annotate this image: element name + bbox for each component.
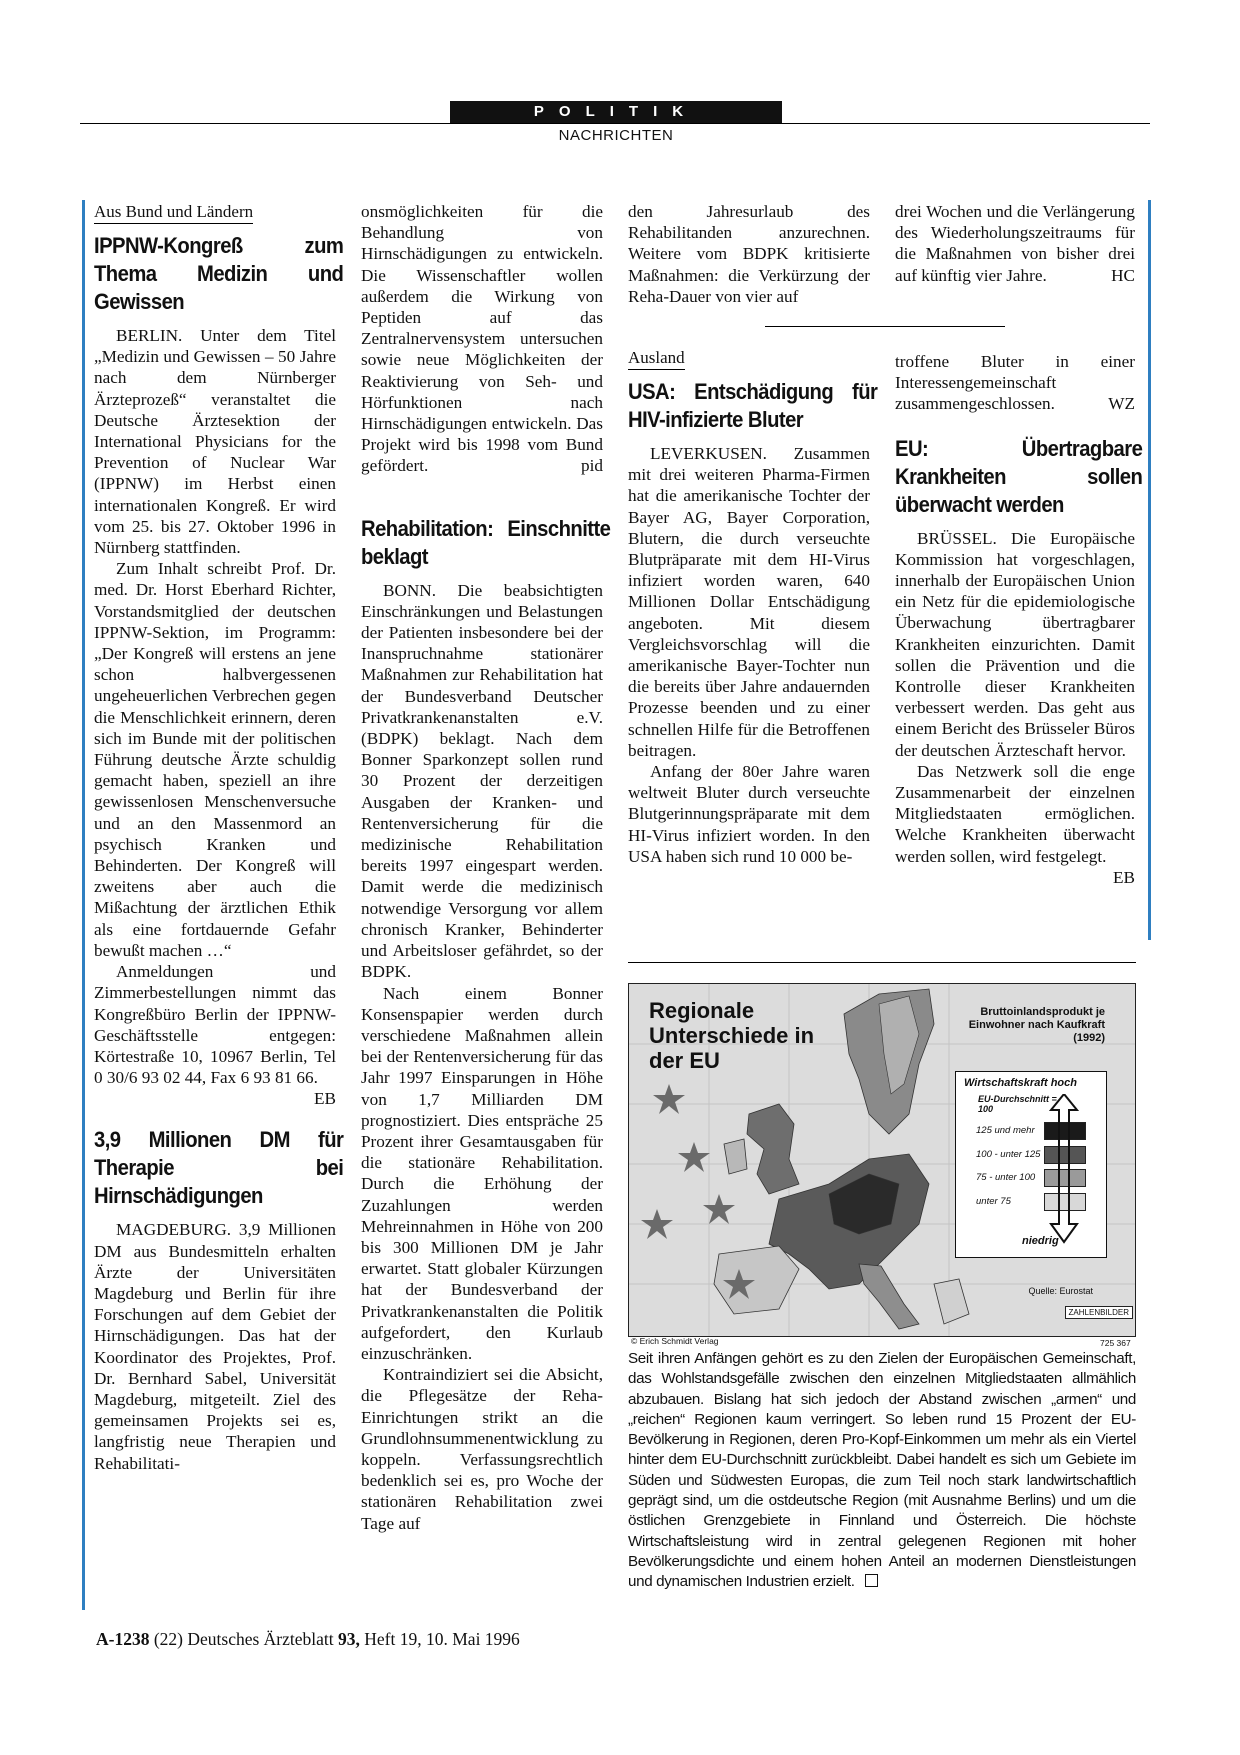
legend-average-label: EU-Durchschnitt = 100 <box>978 1094 1057 1114</box>
article-separator <box>765 326 1005 327</box>
paragraph <box>895 201 1135 286</box>
legend-row-label: unter 75 <box>976 1196 1011 1207</box>
footer-journal: (22) Deutsches Ärzteblatt <box>153 1629 334 1649</box>
paragraph: BONN. Die beabsichtigten Einschränkungen und Belastungen der Patienten insbesondere bei der Inanspruchnahme stationärer Maßnahmen zur Rehabilitation hat der Bundesverband Deutscher Privatkrankenanstalten e.V. (BDPK) beklagt. Nach dem Bonner Sparkonzept sollen rund 30 Prozent der derzeitigen Ausgaben der Kranken- und Rentenversicherung für die medizinische Rehabilitation bereits 1997 eingespart werden. Damit werde die medizinisch notwendige Versorgung vor allem chronisch Kranker, Behinderter und Arbeitsloser gefährdet, so der BDPK. <box>361 580 603 982</box>
headline: Rehabilitation: Einschnitte beklagt <box>361 515 611 569</box>
column-bar-right <box>1148 200 1151 940</box>
paragraph <box>895 351 1135 415</box>
figure-caption <box>628 1349 1136 1593</box>
headline: USA: Entschädigung für HIV-infizierte Bluter <box>628 379 878 432</box>
legend-title: Bruttoinlandsprodukt je Einwohner nach Kaufkraft (1992) <box>968 1006 1105 1044</box>
footer-issue: Heft 19, 10. Mai 1996 <box>364 1629 520 1649</box>
paragraph-text: Anmeldungen und Zimmerbestellungen nimmt das Kongreßbüro Berlin der IPPNW-Geschäftsstelle entgegen: Körtestraße 10, 10967 Berlin, Tel 0 30/6 93 02 44, Fax 6 93 81 66. <box>94 962 336 1088</box>
paragraph: Nach einem Bonner Konsenspapier werden durch verschiedene Maßnahmen allein bei der Rentenversicherung für das Jahr 1997 Einsparungen in Höhe von 1,7 Milliarden DM prognostiziert. Dies entspräche 25 Prozent ihrer Gesamtausgaben für die stationäre Rehabilitation. Durch die Erhöhung der Zuzahlungen werden Mehreinnahmen in Höhe von 200 bis 300 Millionen DM je Jahr erwartet. Statt globaler Kürzungen hat der Bundesverband der Privatkrankenanstalten die Politik aufgefordert, den Kurlaub einzuschränken. <box>361 983 603 1363</box>
author-initials: EB <box>1113 867 1135 887</box>
column-bar-left <box>82 200 85 1610</box>
headline: IPPNW-Kongreß zum Thema Medizin und Gewissen <box>94 233 344 314</box>
paragraph-text: onsmöglichkeiten für die Behandlung von Hirnschädigungen zu entwickeln. Die Wissenschaftler wollen außerdem die Wirkung von Peptiden auf das Zentralnervensystem untersuchen sowie neue Möglichkeiten der Reaktivierung von Seh- und Hörfunktionen nach Hirnschädigungen entwickeln. Das Projekt wird bis 1998 vom Bund gefördert. <box>361 202 603 476</box>
paragraph <box>895 761 1135 887</box>
paragraph <box>361 201 603 477</box>
column-1 <box>94 201 344 1474</box>
header-rule <box>80 123 1150 124</box>
headline: EU: Übertragbare Krankheiten sollen überwacht werden <box>895 435 1143 517</box>
headline: 3,9 Millionen DM für Therapie bei Hirnschädigungen <box>94 1127 344 1209</box>
arrow-icon <box>1049 1094 1079 1244</box>
figure-title: Regionale Unterschiede in der EU <box>649 998 815 1073</box>
paragraph <box>94 961 336 1109</box>
paragraph-text: Das Netzwerk soll die enge Zusammenarbeit der einzelnen Mitgliedstaaten ermöglichen. Welche Krankheiten überwacht werden sollen, wird festgelegt. <box>895 761 1135 866</box>
paragraph: BRÜSSEL. Die Europäische Kommission hat vorgeschlagen, innerhalb der Europäischen Union ein Netz für die epidemiologische Überwachung übertragbarer Krankheiten einzurichten. Damit sollen die Prävention und die Kontrolle dieser Krankheiten verbessert werden. Das geht aus einem Bericht des Brüsseler Büros der deutschen Ärzteschaft hervor. <box>895 528 1135 760</box>
author-initials: pid <box>581 456 603 476</box>
source-label: Quelle: Eurostat <box>1028 1286 1093 1296</box>
column-4 <box>895 201 1135 286</box>
page-number: A-1238 <box>96 1629 150 1649</box>
page-footer <box>96 1629 520 1650</box>
figure-separator <box>628 962 1136 963</box>
paragraph: BERLIN. Unter dem Titel „Medizin und Gewissen – 50 Jahre nach dem Nürnberger Ärzteprozeß“ veranstaltet die Deutsche Ärztesektion der International Physicians for the Prevention of Nuclear War (IPPNW) im Herbst einen internationalen Kongreß. Er wird vom 25. bis 27. Oktober 1996 in Nürnberg stattfinden. <box>94 326 336 558</box>
paragraph: den Jahresurlaub des Rehabilitanden anzurechnen. Weitere vom BDPK kritisierte Maßnahmen: die Verkürzung der Reha-Dauer von vier auf <box>628 202 870 306</box>
legend-low-label: niedrig <box>1022 1235 1059 1247</box>
legend <box>955 1071 1107 1258</box>
column-3 <box>628 201 870 307</box>
column-4-lower <box>895 351 1143 888</box>
paragraph: Kontraindiziert sei die Absicht, die Pflegesätze der Reha-Einrichtungen strikt an die Grundlohnsummenentwicklung zu koppeln. Verfassungsrechtlich bedenklich sei es, pro Woche der stationären Rehabilitation zwei Tage auf <box>361 1365 603 1533</box>
legend-high-label: Wirtschaftskraft hoch <box>964 1077 1077 1089</box>
figure-number: 725 367 <box>1100 1338 1131 1348</box>
author-initials: HC <box>1111 265 1135 285</box>
end-box-icon <box>865 1574 878 1587</box>
legend-row-label: 125 und mehr <box>976 1125 1035 1136</box>
kicker: Aus Bund und Ländern <box>94 201 253 224</box>
subsection-label: NACHRICHTEN <box>558 127 674 144</box>
footer-volume: 93, <box>338 1629 360 1649</box>
figure-credit: © Erich Schmidt Verlag <box>631 1336 719 1346</box>
legend-row-label: 75 - unter 100 <box>976 1172 1036 1183</box>
paragraph: MAGDEBURG. 3,9 Millionen DM aus Bundesmitteln erhalten Ärzte der Universitäten Magdeburg und Berlin für ihre Forschungen auf dem Gebiet der Hirnschädigungen. Das hat der Koordinator des Projektes, Prof. Dr. Bernhard Sabel, Universität Magdeburg, mitgeteilt. Ziel des gemeinsamen Projekts sei es, langfristig neue Therapien und Rehabilitati- <box>94 1220 336 1473</box>
brand-label: ZAHLENBILDER <box>1065 1306 1133 1319</box>
paragraph: Anfang der 80er Jahre waren weltweit Bluter durch verseuchte Blutgerinnungspräparate mit dem HI-Virus infiziert worden. In den USA haben sich rund 10 000 be- <box>628 762 870 866</box>
kicker: Ausland <box>628 347 685 370</box>
paragraph: Zum Inhalt schreibt Prof. Dr. med. Dr. Horst Eberhard Richter, Vorstandsmitglied der deutschen IPPNW-Sektion, im Programm: „Der Kongreß will erstens an jene schon halbvergessenen ungeheuerlichen Verbrechen gegen die Menschlichkeit erinnern, deren sich im Bunde mit der politischen Führung deutsche Ärzte schuldig gemacht haben, speziell an ihre gewissenlosen Menschenversuche und an den Massenmord an psychisch Kranken und Behinderten. Der Kongreß will zweitens aber auch die Mißachtung der ärztlichen Ethik als eine fortdauernde Gefahr bewußt machen …“ <box>94 559 336 960</box>
column-2 <box>361 201 611 1534</box>
column-3-lower <box>628 347 878 867</box>
paragraph-text: troffene Bluter in einer Interessengemeinschaft zusammengeschlossen. <box>895 352 1135 414</box>
author-initials: WZ <box>1108 394 1135 414</box>
author-initials: EB <box>314 1089 336 1109</box>
caption-text: Seit ihren Anfängen gehört es zu den Zielen der Europäischen Gemeinschaft, das Wohlstandsgefälle zwischen den einzelnen Mitgliedstaaten allmählich abzubauen. Bislang hat sich jedoch der Abstand zwischen „armen“ und „reichen“ Regionen kaum verringert. So leben rund 15 Prozent der EU-Bevölkerung in Regionen, deren Pro-Kopf-Einkommen um mehr als ein Viertel hinter dem EU-Durchschnitt zurückbleibt. Dabei handelt es sich um Gebiete im Süden und Südwesten Europas, die zum Teil noch stark landwirtschaftlich geprägt sind, um die ostdeutsche Region (mit Ausnahme Berlins) und um die östlichen Grenzgebiete in Finnland und Österreich. Die höchste Wirtschaftsleistung wird in zentral gelegenen Regionen mit hoher Bevölkerungsdichte und einem hohen Anteil an modernen Dienstleistungen und dynamischen Industrien erzielt. <box>628 1350 1136 1591</box>
paragraph: LEVERKUSEN. Zusammen mit drei weiteren Pharma-Firmen hat die amerikanische Tochter der Bayer AG, Bayer Corporation, Blutern, die durch verseuchte Blutpräparate mit dem HI-Virus infiziert worden waren, 640 Millionen Dollar Entschädigung angeboten. Mit diesem Vergleichsvorschlag will die amerikanische Bayer-Tochter nun die bereits über Jahre andauernden Prozesse beenden und zu einer schnellen Hilfe für die Betroffenen beitragen. <box>628 444 870 760</box>
legend-row-label: 100 - unter 125 <box>976 1149 1041 1160</box>
section-label: POLITIK <box>450 101 782 123</box>
paragraph-text: drei Wochen und die Verlängerung des Wiederholungszeitraums für die Maßnahmen von bisher drei auf künftig vier Jahre. <box>895 202 1135 285</box>
eu-map-figure <box>628 983 1136 1337</box>
